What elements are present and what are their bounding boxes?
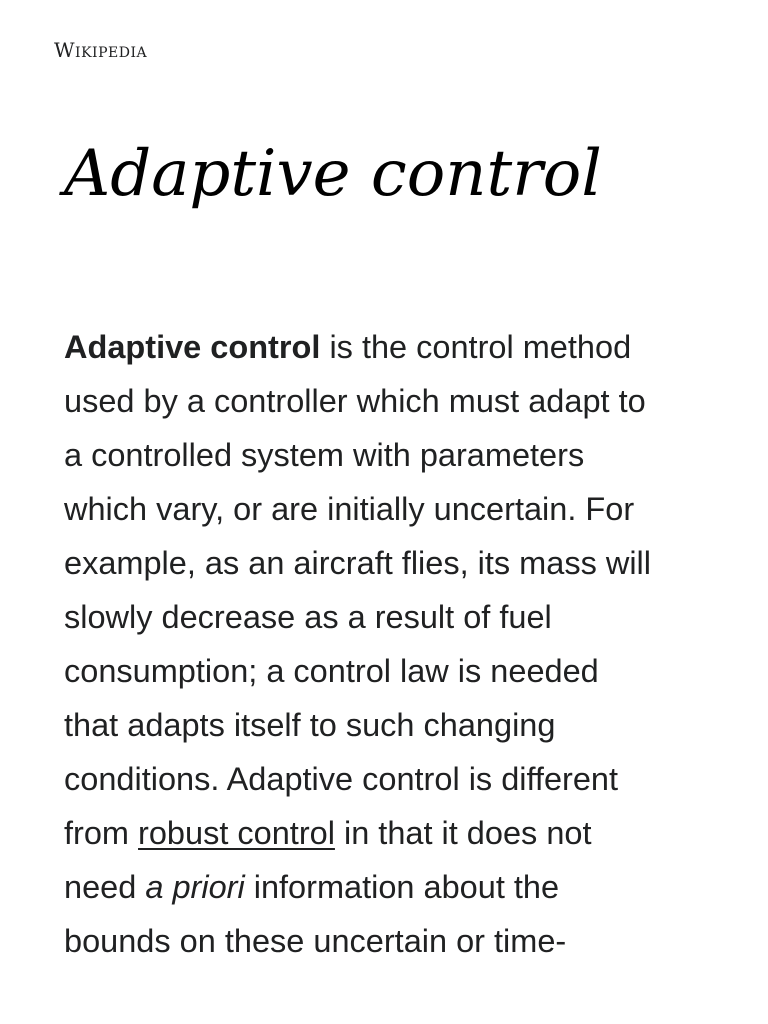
article-line: from robust control in that it does not [64, 815, 592, 851]
article-line: consumption; a control law is needed [64, 653, 599, 689]
article-line: that adapts itself to such changing [64, 707, 556, 743]
article-line: which vary, or are initially uncertain. For [64, 491, 635, 527]
article-line: need a priori information about the [64, 869, 560, 905]
article-line: bounds on these uncertain or time- [64, 923, 567, 959]
bold-term: Adaptive control [64, 329, 321, 365]
article-line: example, as an aircraft flies, its mass will [64, 545, 651, 581]
article-body [64, 320, 714, 968]
italic-term: a priori [145, 869, 245, 905]
article-line: Adaptive control is the control method [64, 329, 632, 365]
article-line: slowly decrease as a result of fuel [64, 599, 552, 635]
article-line: a controlled system with parameters [64, 437, 585, 473]
article-line: used by a controller which must adapt to [64, 383, 646, 419]
article-line: conditions. Adaptive control is different [64, 761, 619, 797]
page-title: Adaptive control [64, 137, 602, 211]
robust-control-link[interactable]: robust control [138, 815, 335, 851]
wikipedia-wordmark[interactable]: Wikipedia [54, 38, 148, 62]
